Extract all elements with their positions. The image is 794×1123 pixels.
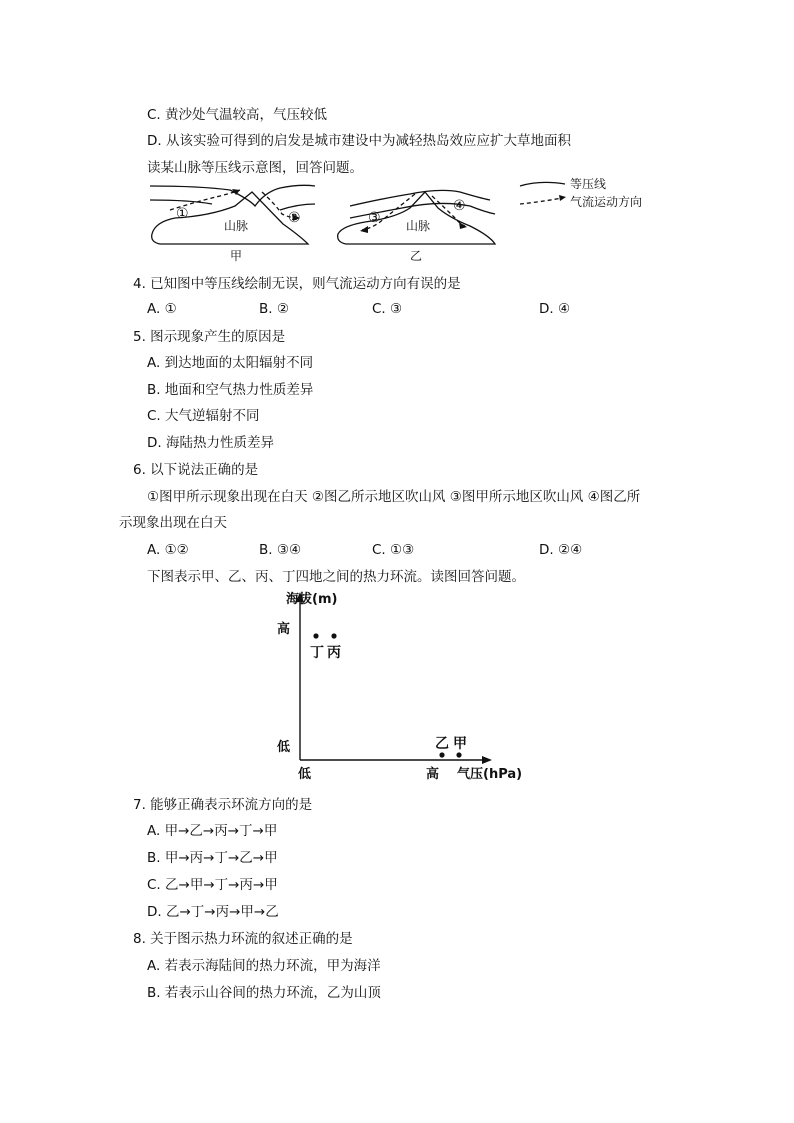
mountain-label-yi: 山脉 xyxy=(406,219,431,233)
point-bing xyxy=(331,633,336,638)
label-3: ③ xyxy=(368,210,381,226)
x-axis-arrow xyxy=(482,756,492,764)
y-axis-label: 海拔(m) xyxy=(286,592,338,607)
q4-option-c: C. ③ xyxy=(372,301,403,317)
q4-option-b: B. ② xyxy=(259,301,289,317)
label-2: ② xyxy=(288,210,301,226)
q4-option-d: D. ④ xyxy=(539,301,571,317)
q5-option-d: D. 海陆热力性质差异 xyxy=(147,435,274,451)
figure-yi xyxy=(338,190,495,244)
q6-statement-line2: 示现象出现在白天 xyxy=(119,515,227,531)
q5-option-c: C. 大气逆辐射不同 xyxy=(147,408,260,424)
q7-option-a: A. 甲→乙→丙→丁→甲 xyxy=(147,823,278,839)
caption-jia: 甲 xyxy=(230,249,243,263)
figure1-legend xyxy=(520,182,565,204)
label-4: ④ xyxy=(453,198,466,214)
q6-statement-line1: ①图甲所示现象出现在白天 ②图乙所示地区吹山风 ③图甲所示地区吹山风 ④图乙所 xyxy=(147,489,641,505)
q5-option-a: A. 到达地面的太阳辐射不同 xyxy=(147,355,314,371)
label-bing: 丙 xyxy=(327,645,341,661)
q8-stem: 8. 关于图示热力环流的叙述正确的是 xyxy=(133,931,353,947)
q5-stem: 5. 图示现象产生的原因是 xyxy=(133,329,286,345)
y-low-label: 低 xyxy=(277,740,291,755)
intro-mountain: 读某山脉等压线示意图，回答问题。 xyxy=(147,160,363,176)
q4-stem: 4. 已知图中等压线绘制无误，则气流运动方向有误的是 xyxy=(133,276,461,292)
label-yi: 乙 xyxy=(435,736,449,752)
point-yi xyxy=(439,752,444,757)
mountain-isobar-figure xyxy=(140,178,670,268)
q7-stem: 7. 能够正确表示环流方向的是 xyxy=(133,797,313,813)
label-1: ① xyxy=(176,206,189,222)
circulation-figure xyxy=(270,588,540,788)
q8-option-a: A. 若表示海陆间的热力环流，甲为海洋 xyxy=(147,958,381,974)
point-jia xyxy=(456,752,461,757)
q7-option-d: D. 乙→丁→丙→甲→乙 xyxy=(147,904,279,920)
mountain-label-jia: 山脉 xyxy=(224,219,249,233)
x-high-label: 高 xyxy=(426,767,440,782)
intro-circulation: 下图表示甲、乙、丙、丁四地之间的热力环流。读图回答问题。 xyxy=(147,569,525,585)
option-c: C. 黄沙处气温较高，气压较低 xyxy=(147,107,328,123)
q6-option-d: D. ②④ xyxy=(539,542,583,558)
label-jia: 甲 xyxy=(453,736,467,752)
q6-option-b: B. ③④ xyxy=(259,542,302,558)
q6-option-c: C. ①③ xyxy=(372,542,415,558)
legend-airflow: 气流运动方向 xyxy=(570,195,643,209)
q7-option-b: B. 甲→丙→丁→乙→甲 xyxy=(147,850,278,866)
caption-yi: 乙 xyxy=(410,249,423,263)
q6-option-a: A. ①② xyxy=(147,542,189,558)
option-d: D. 从该实验可得到的启发是城市建设中为减轻热岛效应应扩大草地面积 xyxy=(147,133,571,149)
legend-isobar: 等压线 xyxy=(570,177,607,191)
x-low-label: 低 xyxy=(298,767,312,782)
x-axis-label: 气压(hPa) xyxy=(457,767,523,782)
point-ding xyxy=(313,633,318,638)
label-ding: 丁 xyxy=(310,645,324,661)
q5-option-b: B. 地面和空气热力性质差异 xyxy=(147,382,314,398)
q6-stem: 6. 以下说法正确的是 xyxy=(133,462,259,478)
y-high-label: 高 xyxy=(277,622,291,637)
q7-option-c: C. 乙→甲→丁→丙→甲 xyxy=(147,877,278,893)
q8-option-b: B. 若表示山谷间的热力环流，乙为山顶 xyxy=(147,985,381,1001)
q4-option-a: A. ① xyxy=(147,301,177,317)
